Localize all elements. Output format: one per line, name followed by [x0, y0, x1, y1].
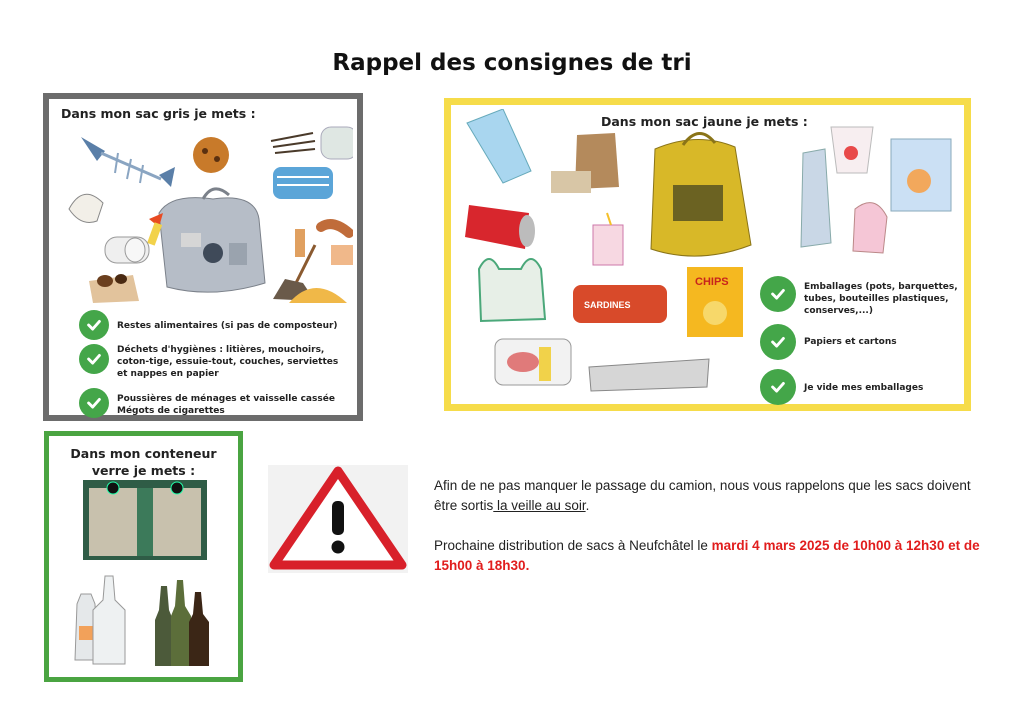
toilet-roll-icon	[105, 237, 149, 263]
check-icon	[79, 388, 109, 418]
notice-underlined: la veille au soir	[493, 498, 586, 513]
sac-gris-item: Déchets d'hygiènes : litières, mouchoirs, coton-tige, essuie-tout, couches, serviettes et nappes en papier	[117, 345, 339, 379]
plastic-bag-icon	[479, 259, 545, 321]
trash-bag-icon	[651, 133, 751, 256]
chips-label: CHIPS	[695, 276, 729, 288]
check-icon	[760, 276, 796, 312]
bottle-icon	[801, 149, 831, 247]
egg-shell-icon	[69, 194, 103, 222]
juice-box-icon	[593, 225, 623, 265]
bottle-icon	[75, 576, 209, 666]
sac-gris-item: Poussières de ménages et vaisselle cassée Mégots de cigarettes	[117, 394, 335, 416]
cotton-swab-icon	[271, 133, 315, 153]
page-title: Rappel des consignes de tri	[332, 50, 692, 76]
bottle-icon	[467, 109, 531, 183]
bread-icon	[331, 245, 353, 265]
check-icon	[79, 310, 109, 340]
sac-gris-panel	[43, 93, 363, 421]
sac-gris-heading: Dans mon sac gris je mets :	[61, 106, 256, 121]
glass-container-icon	[83, 480, 207, 560]
sac-gris-illustration	[63, 123, 353, 303]
mask-icon	[273, 167, 333, 199]
notice-paragraph-1: Afin de ne pas manquer le passage du camion, nous vous rappelons que les sacs doivent être sortis la veille au soir.	[434, 478, 971, 513]
cookie-icon	[193, 137, 229, 173]
sac-gris-item: Restes alimentaires (si pas de composteur)	[117, 321, 338, 331]
sac-jaune-item: Emballages (pots, barquettes, tubes, bouteilles plastiques, conserves,...)	[804, 282, 958, 316]
check-icon	[760, 369, 796, 405]
newspaper-icon	[589, 359, 709, 391]
sac-jaune-item: Je vide mes emballages	[804, 383, 924, 393]
warning-sign	[268, 465, 408, 573]
check-icon	[760, 324, 796, 360]
fish-bone-icon	[81, 137, 175, 187]
warning-icon	[268, 465, 408, 573]
check-icon	[79, 344, 109, 374]
sac-jaune-panel	[444, 98, 971, 411]
verre-heading: Dans mon conteneur verre je mets :	[70, 446, 217, 478]
verre-panel	[44, 431, 243, 682]
sac-jaune-illustration	[459, 109, 759, 401]
verre-illustration	[69, 480, 229, 676]
sac-jaune-illustration-right	[791, 113, 961, 263]
trash-bag-icon	[159, 189, 265, 292]
container-icon	[853, 203, 887, 253]
distribution-date: mardi 4 mars 2025 de 10h00 à 12h30 et de 15h00 à 18h30.	[434, 538, 980, 573]
cigarette-icon	[295, 229, 305, 257]
sardines-label: SARDINES	[584, 300, 631, 310]
sac-jaune-item: Papiers et cartons	[804, 337, 897, 347]
notice-paragraph-2: Prochaine distribution de sacs à Neufchâtel le mardi 4 mars 2025 de 10h00 à 12h30 et de 15h00 à 18h30.	[434, 538, 980, 573]
coffee-icon	[89, 274, 139, 303]
sausage-icon	[321, 224, 349, 233]
diaper-icon	[321, 127, 353, 159]
notice	[434, 476, 994, 596]
sac-jaune-heading: Dans mon sac jaune je mets :	[601, 114, 808, 129]
tray-icon	[551, 171, 591, 193]
